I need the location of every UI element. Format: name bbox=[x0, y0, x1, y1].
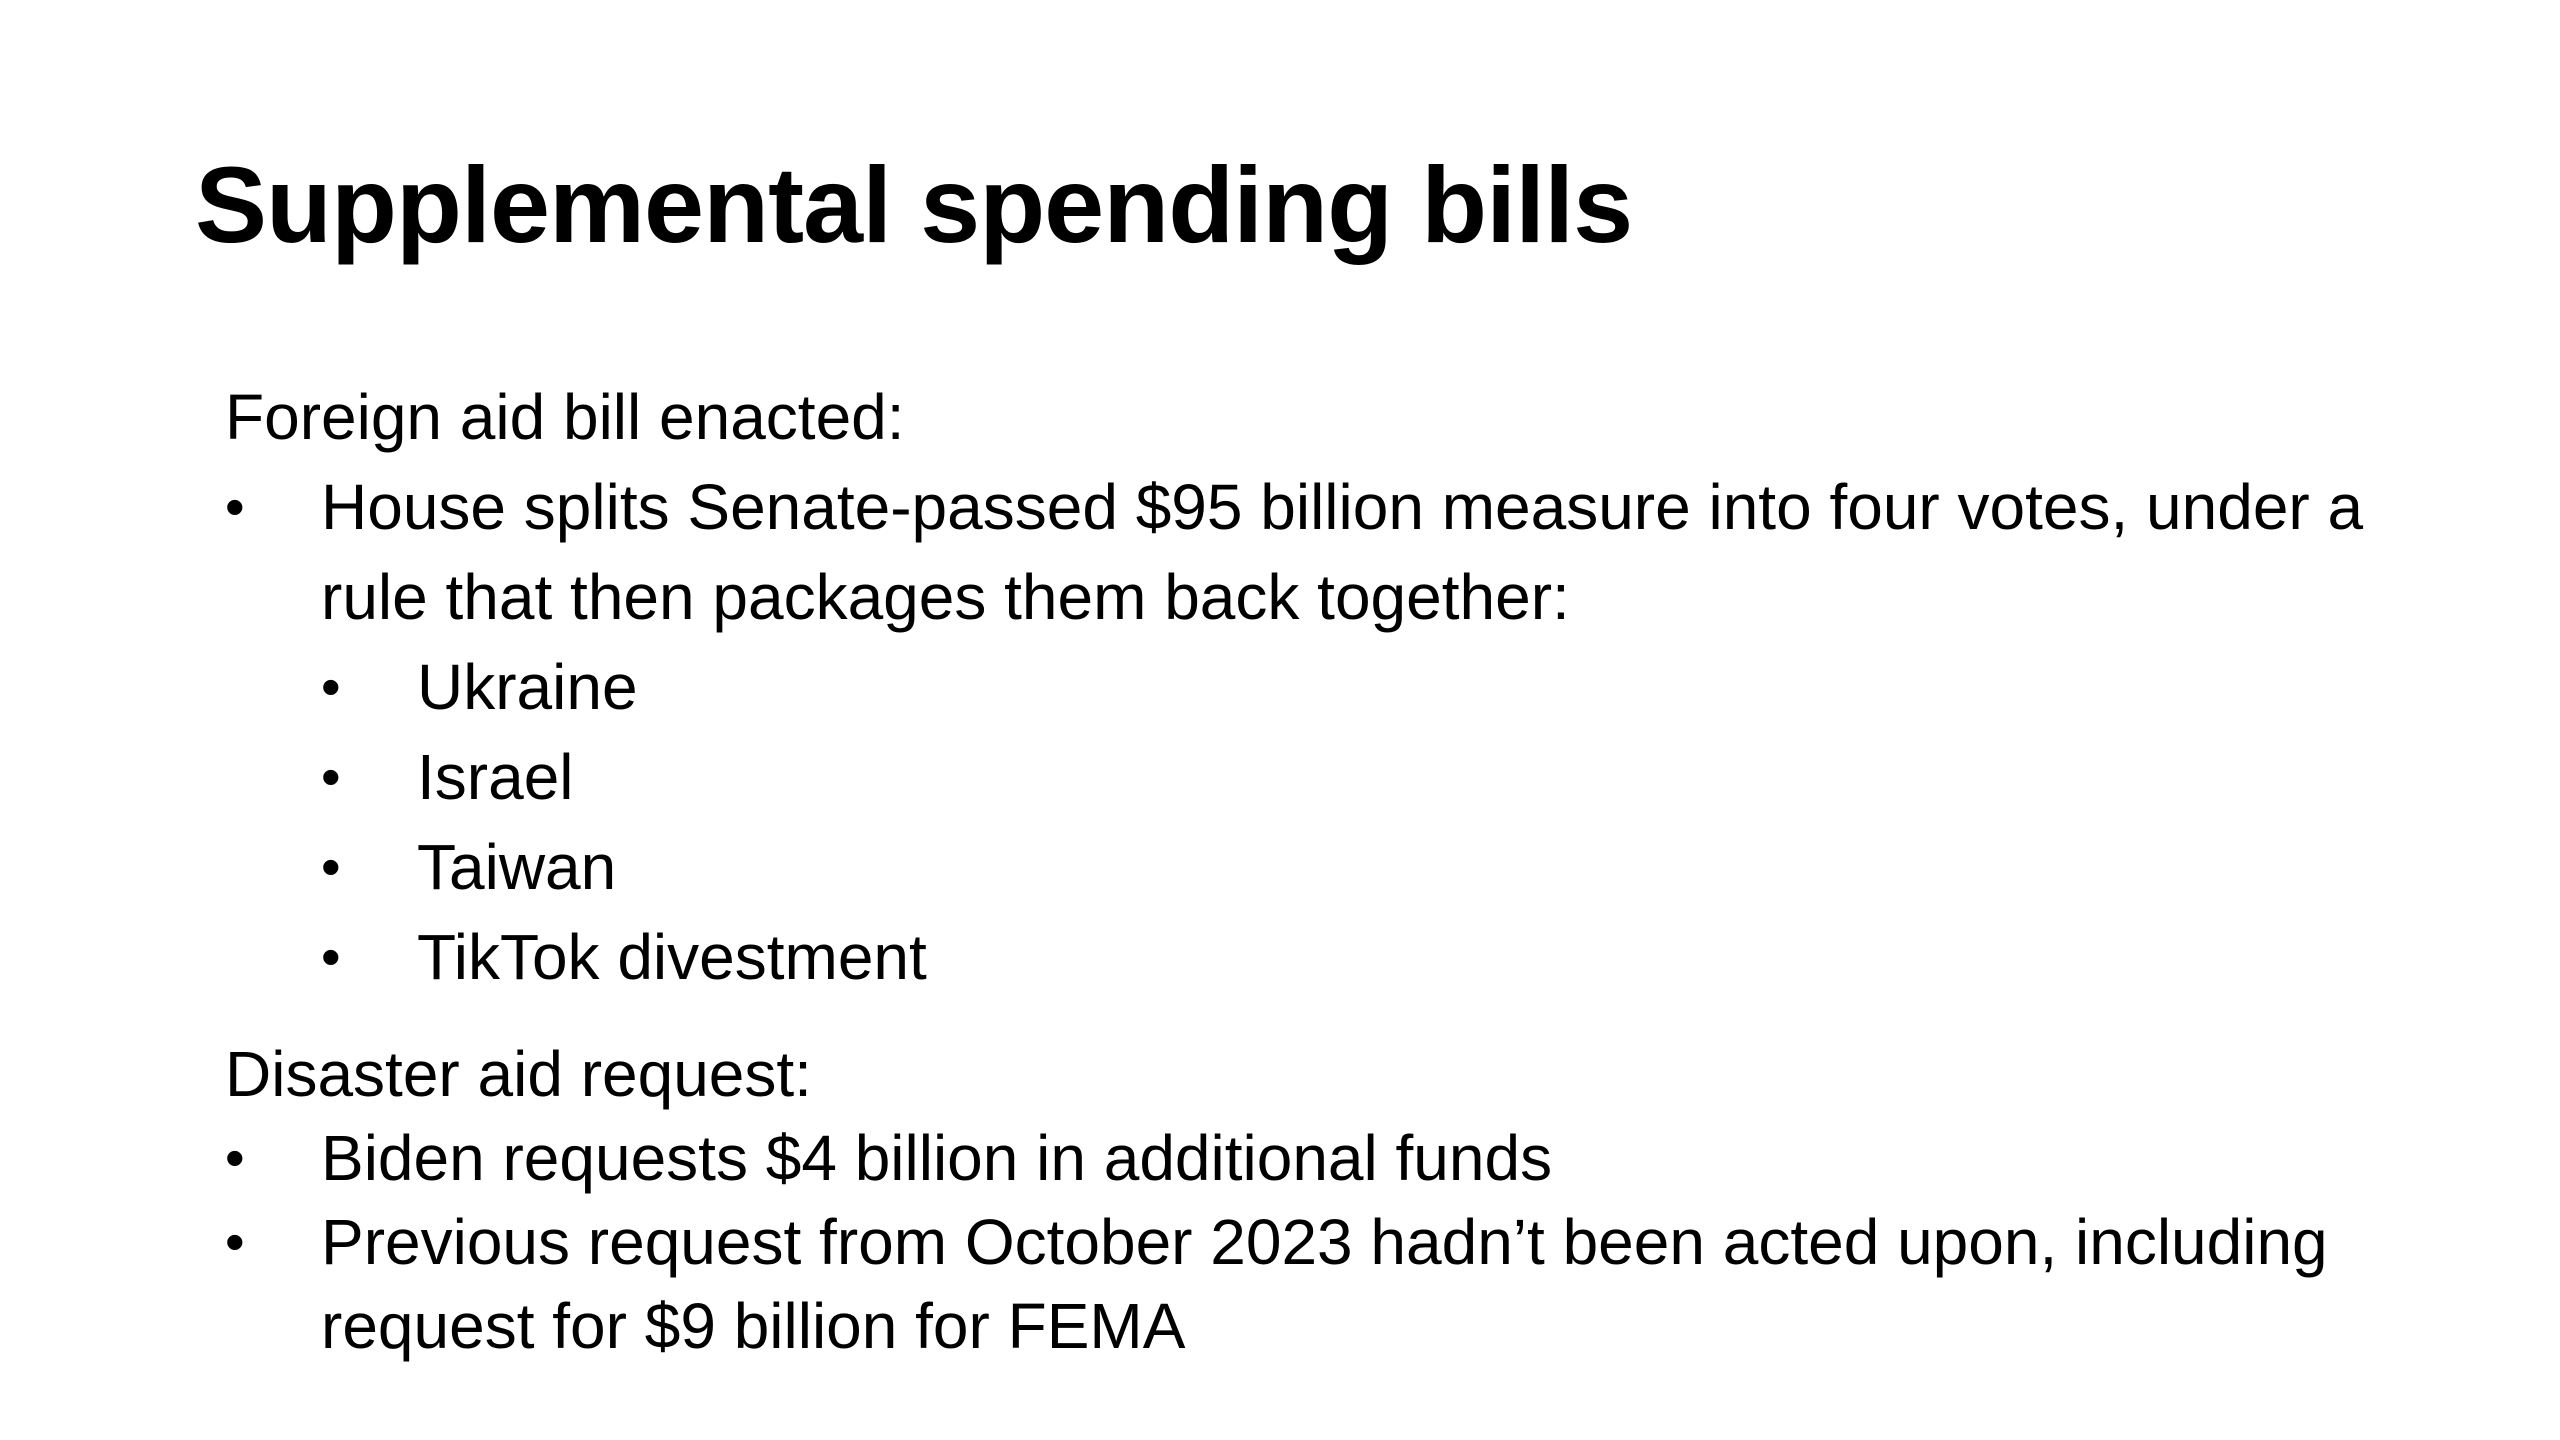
sub-list-item bbox=[225, 822, 2425, 912]
slide-title: Supplemental spending bills bbox=[195, 144, 1633, 265]
bullet-icon: • bbox=[225, 475, 245, 538]
bullet-icon: • bbox=[225, 1210, 245, 1273]
section-spacer bbox=[225, 1002, 2425, 1032]
bullet-icon: • bbox=[321, 835, 341, 898]
bullet-icon: • bbox=[225, 1126, 245, 1189]
sub-list-item bbox=[225, 732, 2425, 822]
list-item bbox=[225, 1200, 2425, 1368]
section-heading-foreign-aid: Foreign aid bill enacted: bbox=[225, 381, 905, 453]
sub-list-item-text: Ukraine bbox=[417, 651, 638, 723]
list-item bbox=[225, 1116, 2425, 1200]
bullet-icon: • bbox=[321, 655, 341, 718]
bullet-icon: • bbox=[321, 925, 341, 988]
section-heading-disaster-aid: Disaster aid request: bbox=[225, 1038, 812, 1110]
list-item-text: Previous request from October 2023 hadn’t been acted upon, including request for $9 billion for FEMA bbox=[321, 1206, 2328, 1362]
foreign-aid-list bbox=[225, 462, 2425, 1002]
sub-list-item bbox=[225, 642, 2425, 732]
bullet-icon: • bbox=[321, 745, 341, 808]
list-item-text: Biden requests $4 billion in additional funds bbox=[321, 1122, 1553, 1194]
slide-body bbox=[225, 372, 2425, 1368]
sub-list-item-text: Israel bbox=[417, 741, 574, 813]
disaster-aid-list bbox=[225, 1116, 2425, 1368]
sub-list-item-text: TikTok divestment bbox=[417, 921, 927, 993]
list-item bbox=[225, 462, 2425, 642]
sub-list-item bbox=[225, 912, 2425, 1002]
sub-list-item-text: Taiwan bbox=[417, 831, 617, 903]
list-item-text: House splits Senate-passed $95 billion measure into four votes, under a rule that then packages them back together: bbox=[321, 471, 2364, 633]
